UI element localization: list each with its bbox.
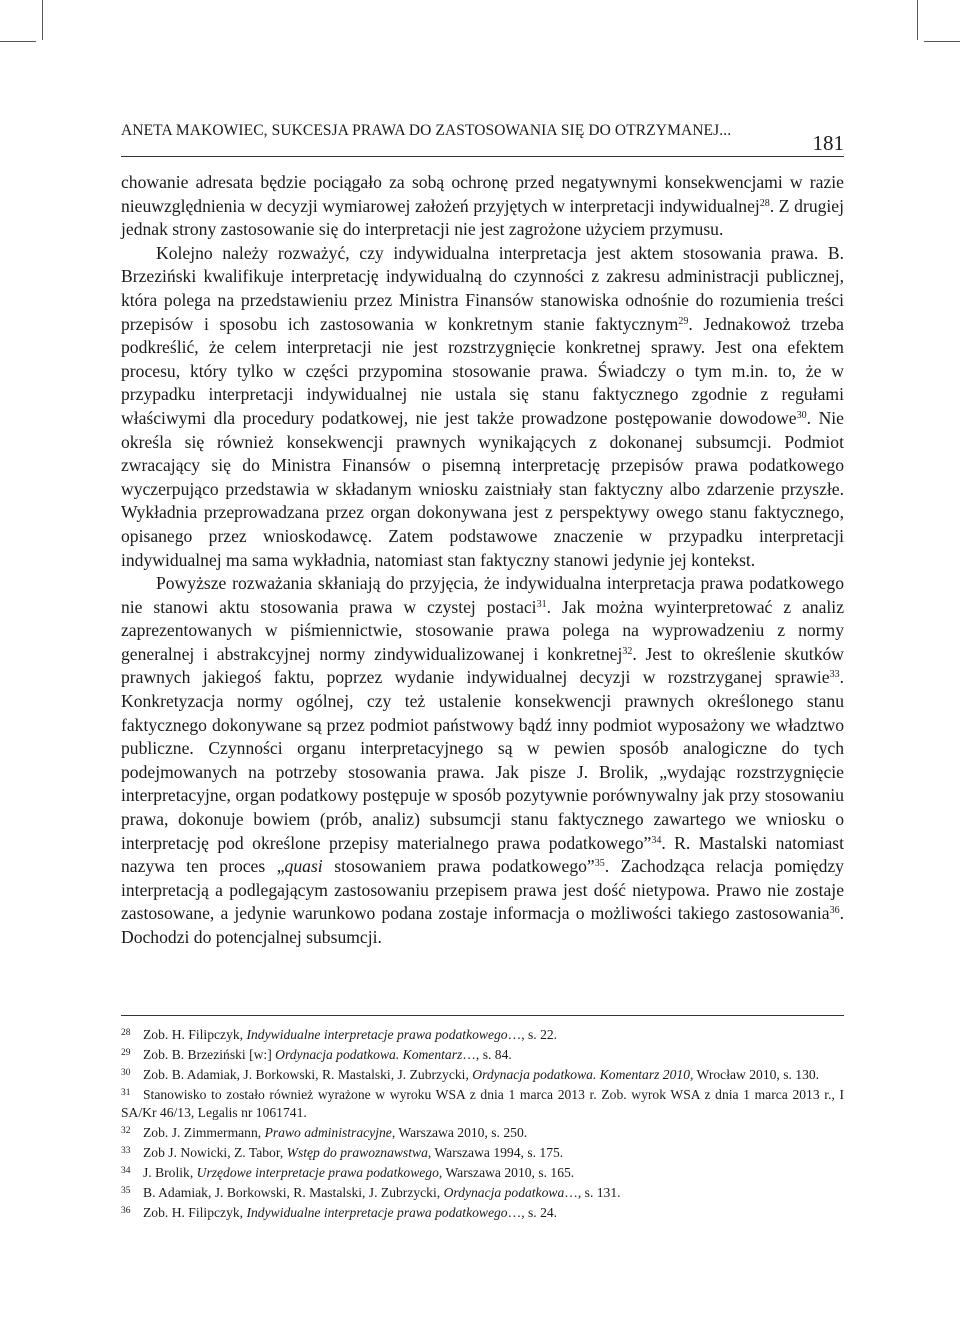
footnote-35: 35 B. Adamiak, J. Borkowski, R. Mastalski, J. Zubrzycki, Ordynacja podatkowa…, s. 131. [121, 1185, 621, 1200]
running-title: ANETA MAKOWIEC, SUKCESJA PRAWA DO ZASTOSOWANIA SIĘ DO OTRZYMANEJ... [121, 122, 732, 139]
footnote-28: 28 Zob. H. Filipczyk, Indywidualne interpretacje prawa podatkowego…, s. 22. [121, 1027, 558, 1042]
footnote-33: 33 Zob J. Nowicki, Z. Tabor, Wstęp do prawoznawstwa, Warszawa 1994, s. 175. [121, 1145, 564, 1160]
page [121, 118, 844, 950]
footnote-30: 30 Zob. B. Adamiak, J. Borkowski, R. Mastalski, J. Zubrzycki, Ordynacja podatkowa. Komentarz 2010, Wrocław 2010, s. 130. [121, 1067, 820, 1082]
crop-mark-top-right-h [924, 41, 960, 42]
footnote-34: 34 J. Brolik, Urzędowe interpretacje prawa podatkowego, Warszawa 2010, s. 165. [121, 1165, 575, 1180]
footnote-ref-33[interactable]: 33 [829, 669, 840, 681]
crop-mark-top-right [917, 0, 918, 40]
running-header [121, 118, 844, 157]
footnote-ref-34[interactable]: 34 [651, 834, 662, 846]
footnote-ref-29[interactable]: 29 [678, 315, 689, 327]
crop-mark-top-left [42, 0, 43, 40]
paragraph-2: Kolejno należy rozważyć, czy indywidualna interpretacja jest aktem stosowania prawa. B. Brzeziński kwalifikuje interpretację indywidualną do czynności z zakresu administracji publicznej, która polega na przedstawieniu przez Ministra Finansów stanowiska odnośnie do rozumienia treści przepisów i sposobu ich zastosowania w konkretnym stanie faktycznym$^{29}$. Jednakowoż trzeba podkreślić, że celem interpretacji nie jest rozstrzygnięcie konkretnej sprawy. Jest ona efektem procesu, który tylko w części przypomina stosowanie prawa. Świadczy o tym m.in. to, że w przypadku interpretacji indywidualnej nie ustala się stanu faktycznego zgodnie z regułami właściwymi dla procedury podatkowej, nie jest także prowadzone postępowanie dowodowe$^{30}$. Nie określa się również konsekwencji prawnych wynikających z dokonanej subsumcji. Podmiot zwracający się do Ministra Finansów o pisemną interpretację przepisów prawa podatkowego wyczerpująco przedstawia w składanym wniosku zaistniały stan faktyczny albo zdarzenie przyszłe. Wykładnia przeprowadzana przez organ dokonywana jest z perspektywy owego stanu faktycznego, opisanego przez wnioskodawcę. Zatem podstawowe znaczenie w przypadku interpretacji indywidualnej ma sama wykładnia, natomiast stan faktyczny stanowi jedynie jej kontekst. [121, 242, 844, 570]
footnote-31: 31 Stanowisko to zostało również wyrażone w wyroku WSA z dnia 1 marca 2013 r. Zob. wyrok WSA z dnia 1 marca 2013 r., I SA/Kr 46/13, Legalis nr 1061741. [121, 1087, 844, 1120]
footnote-ref-36[interactable]: 36 [829, 905, 840, 917]
footnotes [121, 1015, 844, 1222]
footnote-32: 32 Zob. J. Zimmermann, Prawo administracyjne, Warszawa 2010, s. 250. [121, 1125, 528, 1140]
footnote-ref-32[interactable]: 32 [622, 645, 633, 657]
body-text [121, 171, 844, 950]
footnote-36: 36 Zob. H. Filipczyk, Indywidualne interpretacje prawa podatkowego…, s. 24. [121, 1205, 558, 1220]
footnote-ref-28[interactable]: 28 [759, 197, 770, 209]
paragraph-3: Powyższe rozważania skłaniają do przyjęcia, że indywidualna interpretacja prawa podatkowego nie stanowi aktu stosowania prawa w czystej postaci$^{31}$. Jak można wyinterpretować z analiz zaprezentowanych w piśmiennictwie, stosowanie prawa polega na wyprowadzeniu z normy generalnej i abstrakcyjnej normy zindywidualizowanej i konkretnej$^{32}$. Jest to określenie skutków prawnych jakiegoś faktu, poprzez wydanie indywidualnej decyzji w rozstrzyganej sprawie$^{33}$. Konkretyzacja normy ogólnej, czy też ustalenie konsekwencji prawnych określonego stanu faktycznego dokonywane są przez podmiot państwowy bądź inny podmiot wyposażony we władztwo publiczne. Czynności organu interpretacyjnego są w pewien sposób analogiczne do tych podejmowanych na potrzeby stosowania prawa. Jak pisze J. Brolik, „wydając rozstrzygnięcie interpretacyjne, organ podatkowy postępuje w sposób pozytywnie porównywalny jak przy stosowaniu prawa, dokonuje bowiem (prób, analiz) subsumcji stanu faktycznego zawartego we wniosku o interpretację pod określone przepisy materialnego prawa podatkowego”$^{34}$. R. Mastalski natomiast nazywa ten proces „quasi stosowaniem prawa podatkowego”$^{35}$. Zachodząca relacja pomiędzy interpretacją a podlegającym zastosowaniu przepisem prawa jest dość nietypowa. Prawo nie zostaje zastosowane, a jedynie warunkowo podana zostaje informacja o możliwości takiego zastosowania$^{36}$. Dochodzi do potencjalnej subsumcji. [121, 573, 844, 947]
page-number: 181 [812, 131, 844, 155]
footnote-ref-35[interactable]: 35 [594, 858, 605, 870]
paragraph-1: chowanie adresata będzie pociągało za sobą ochronę przed negatywnymi konsekwencjami w razie nieuwzględnienia w decyzji wymiarowej założeń przyjętych w interpretacji indywidualnej$^{28}$. Z drugiej jednak strony zastosowanie się do interpretacji nie jest zagrożone użyciem przymusu. [121, 172, 844, 240]
footnote-ref-31[interactable]: 31 [536, 598, 547, 610]
footnote-29: 29 Zob. B. Brzeziński [w:] Ordynacja podatkowa. Komentarz…, s. 84. [121, 1047, 512, 1062]
footnote-ref-30[interactable]: 30 [796, 409, 807, 421]
crop-mark-top-left-h [0, 41, 36, 42]
